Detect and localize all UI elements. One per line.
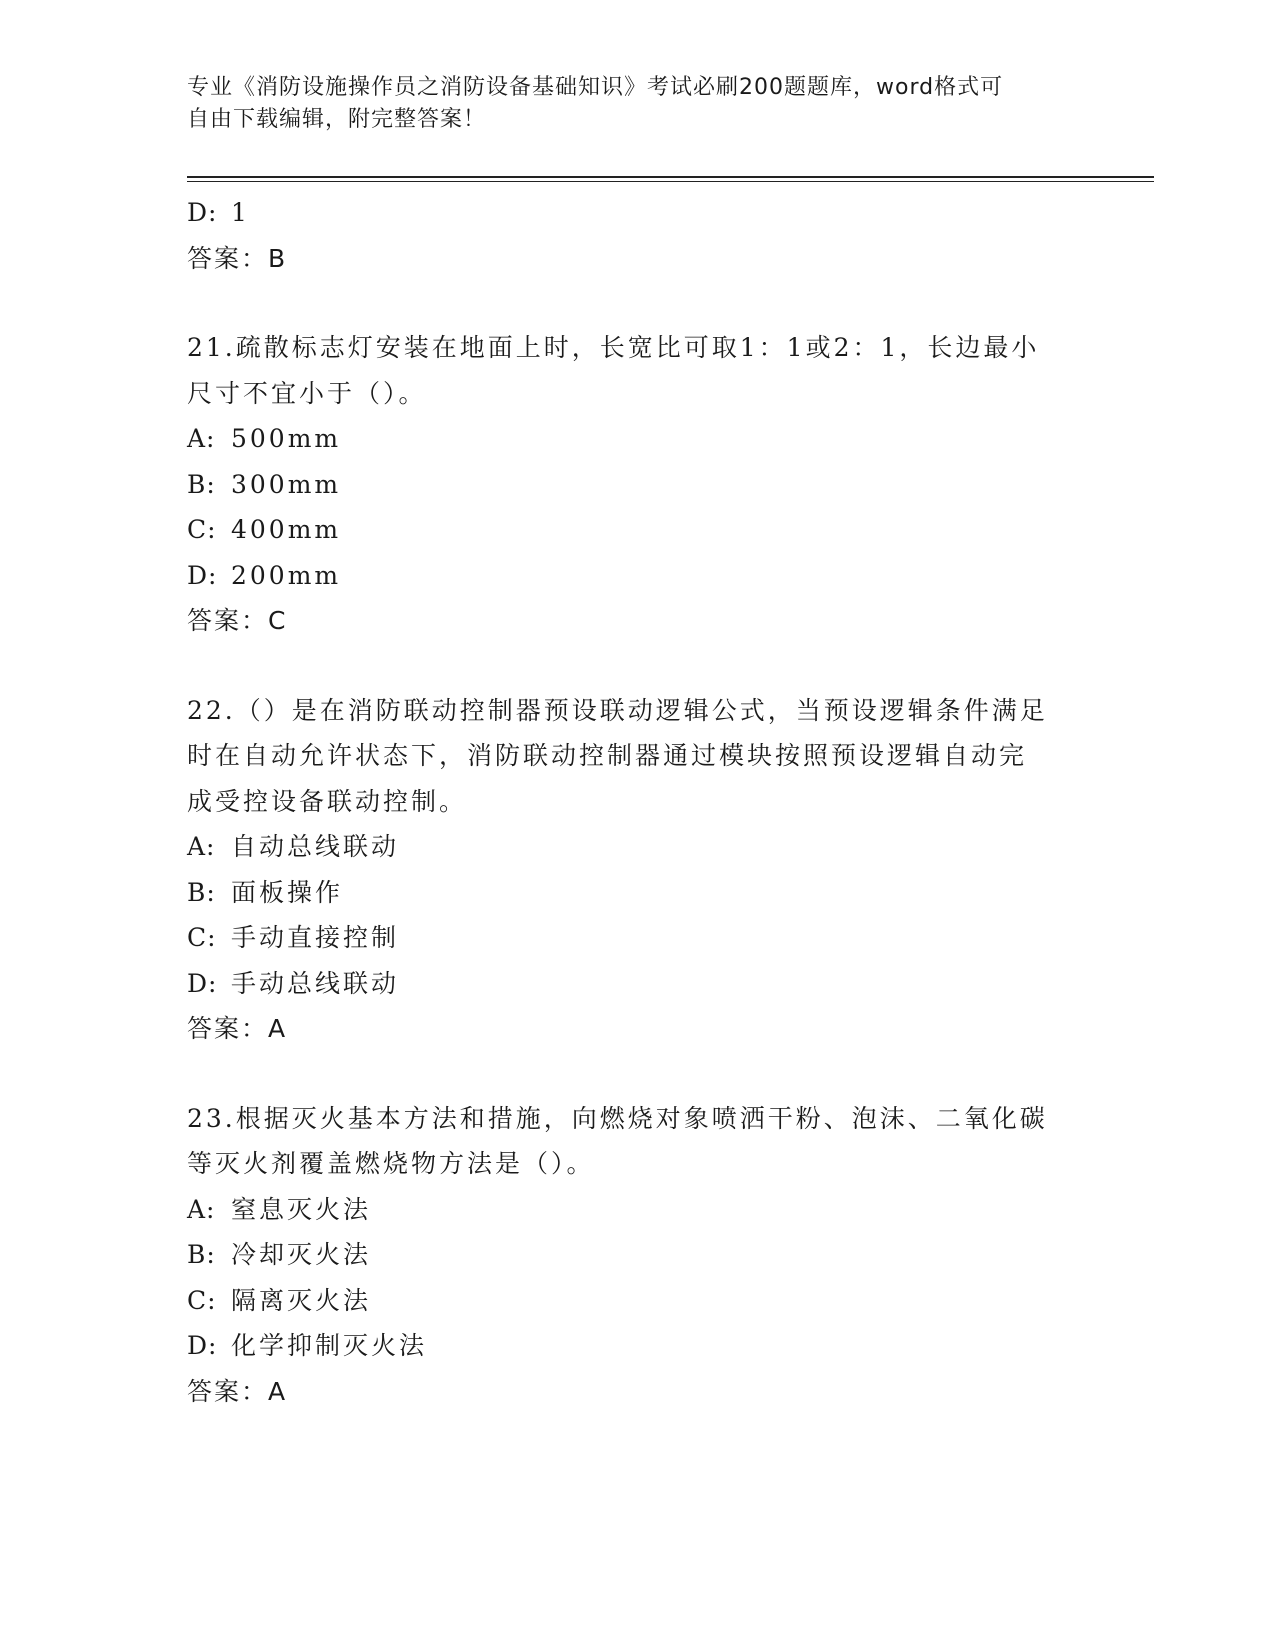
- option-text: 200mm: [231, 560, 342, 590]
- spacer: [187, 644, 1087, 688]
- question-23: [187, 1096, 1087, 1415]
- option-label: A:: [187, 832, 216, 861]
- option-text: 1: [231, 198, 250, 227]
- header-divider-thin: [187, 181, 1154, 182]
- answer-line: 答案：C: [187, 606, 288, 635]
- option-text: 自动总线联动: [231, 832, 400, 861]
- page-header: [187, 72, 1067, 136]
- question-stem-line: 等灭火剂覆盖燃烧物方法是（）。: [187, 1149, 595, 1178]
- option-label: B:: [187, 1240, 216, 1269]
- header-title-line-2: 自由下载编辑，附完整答案！: [187, 107, 487, 132]
- option-c: [187, 915, 1087, 961]
- question-21: [187, 325, 1087, 644]
- option-label: D:: [187, 968, 218, 998]
- option-a: [187, 824, 1087, 870]
- option-label: B:: [187, 469, 216, 499]
- option-b: [187, 1232, 1087, 1278]
- question-stem-line: 21.疏散标志灯安装在地面上时，长宽比可取1：1或2：1，长边最小: [187, 333, 1040, 362]
- option-d: [187, 961, 1087, 1007]
- option-text: 手动直接控制: [231, 923, 400, 952]
- option-text: 冷却灭火法: [231, 1240, 372, 1269]
- option-c: [187, 1278, 1087, 1324]
- option-text: 300mm: [231, 469, 342, 499]
- option-label: C:: [187, 923, 217, 952]
- question-22: [187, 688, 1087, 1052]
- spacer: [187, 281, 1087, 325]
- question-stem-line: 时在自动允许状态下，消防联动控制器通过模块按照预设逻辑自动完: [187, 741, 1028, 770]
- option-d: [187, 190, 1087, 236]
- option-label: C:: [187, 515, 217, 544]
- option-a: [187, 416, 1087, 462]
- option-d: [187, 553, 1087, 599]
- option-b: [187, 462, 1087, 508]
- option-label: D:: [187, 1331, 218, 1360]
- option-label: D:: [187, 560, 218, 590]
- option-d: [187, 1323, 1087, 1369]
- option-text: 手动总线联动: [231, 968, 400, 998]
- option-text: 400mm: [231, 515, 342, 544]
- option-label: A:: [187, 424, 216, 453]
- header-title-line-1: 专业《消防设施操作员之消防设备基础知识》考试必刷200题题库，word格式可: [187, 75, 1004, 100]
- option-text: 面板操作: [231, 877, 344, 907]
- option-text: 隔离灭火法: [231, 1285, 372, 1315]
- option-text: 化学抑制灭火法: [231, 1331, 428, 1360]
- header-divider-thick: [187, 176, 1154, 178]
- answer-line: 答案：B: [187, 243, 288, 273]
- option-label: A:: [187, 1194, 216, 1224]
- question-content: [187, 190, 1087, 1414]
- question-stem-line: 成受控设备联动控制。: [187, 786, 468, 816]
- spacer: [187, 1052, 1087, 1096]
- option-label: B:: [187, 877, 216, 907]
- option-text: 窒息灭火法: [231, 1194, 372, 1224]
- option-b: [187, 870, 1087, 916]
- option-a: [187, 1187, 1087, 1233]
- question-stem-line: 尺寸不宜小于（）。: [187, 378, 427, 408]
- answer-line: 答案：A: [187, 1014, 288, 1043]
- option-text: 500mm: [231, 424, 342, 453]
- option-label: D:: [187, 198, 218, 227]
- question-stem-line: 23.根据灭火基本方法和措施，向燃烧对象喷洒干粉、泡沫、二氧化碳: [187, 1103, 1048, 1133]
- answer-line: 答案：A: [187, 1376, 288, 1406]
- option-c: [187, 507, 1087, 553]
- option-label: C:: [187, 1285, 217, 1315]
- question-stem-line: 22.（）是在消防联动控制器预设联动逻辑公式，当预设逻辑条件满足: [187, 695, 1048, 725]
